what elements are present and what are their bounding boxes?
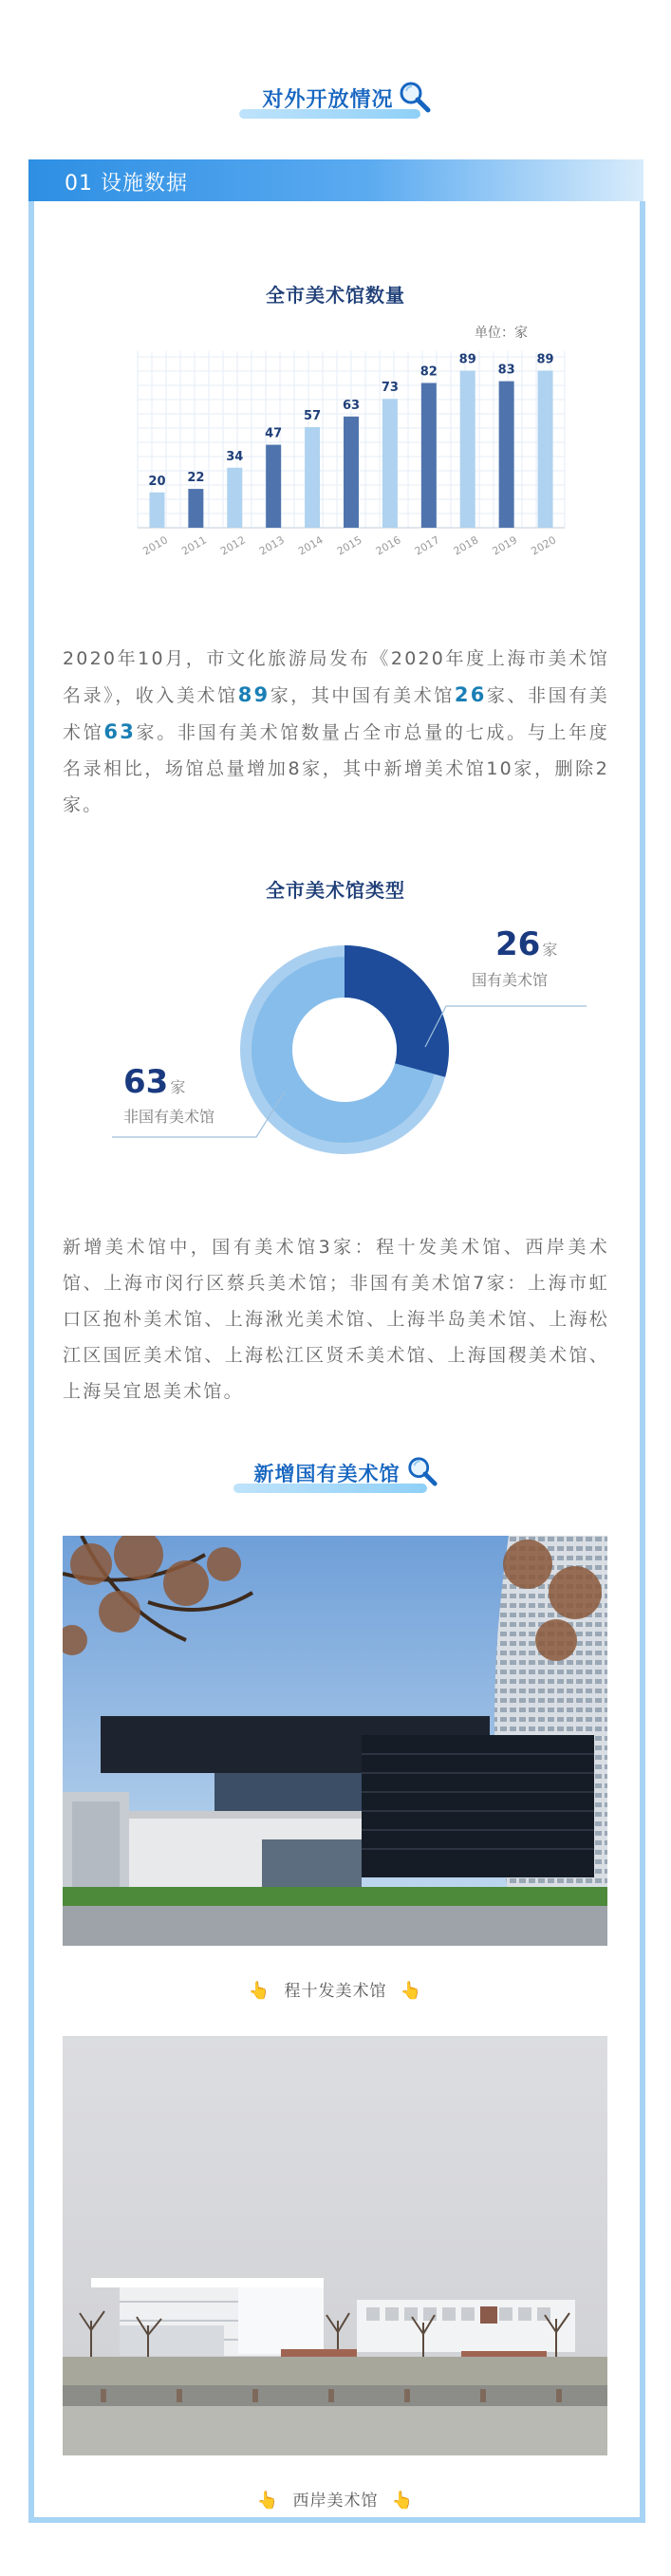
pointing-hand-icon: 👆 (400, 1981, 423, 2001)
photo-caption-2 (0, 2487, 671, 2511)
donut-hole (292, 998, 397, 1102)
pointing-hand-icon: 👆 (256, 2491, 280, 2511)
bar-value-label: 57 (304, 408, 322, 423)
bar-value-label: 22 (187, 471, 205, 486)
bar-chart-title: 全市美术馆数量 (266, 284, 405, 307)
bar-value-label: 73 (381, 381, 399, 396)
x-tick-label: 2019 (490, 533, 520, 558)
magnifier-icon (406, 1455, 438, 1487)
private-number: 63 (123, 1063, 169, 1101)
new-state-title: 新增国有美术馆 (253, 1463, 401, 1485)
x-tick-label: 2020 (529, 533, 559, 558)
new-state-heading (0, 1459, 671, 1487)
bar-value-label: 82 (419, 364, 438, 380)
donut-chart (0, 0, 671, 1186)
x-tick-label: 2016 (373, 533, 403, 558)
x-tick-label: 2010 (140, 533, 171, 558)
summary-text-2: 家，其中国有美术馆 (270, 685, 455, 706)
summary-text-1: 2020年10月，市文化旅游局发布《2020年度上海市美术馆名录》，收入美术馆 (63, 648, 609, 706)
museum-photo-2 (63, 2036, 607, 2455)
summary-text-3: 家、非国有美术馆 (63, 685, 609, 743)
photo-caption-1 (0, 1977, 671, 2001)
museum-photo-1 (63, 1536, 607, 1946)
summary-text-4: 家。非国有美术馆数量占全市总量的七成。与上年度名录相比，场馆总量增加8家，其中新增美术馆10家，删除2家。 (63, 722, 609, 815)
state-museum-label: 国有美术馆 (472, 971, 549, 989)
bar-value-label: 89 (458, 352, 476, 367)
bar-value-label: 34 (226, 449, 244, 464)
magnifier-icon (398, 80, 432, 114)
private-unit: 家 (170, 1078, 186, 1096)
bar-value-label: 63 (342, 398, 361, 413)
caption-text-1: 程十发美术馆 (284, 1982, 387, 2001)
x-tick-label: 2011 (179, 533, 209, 558)
caption-text-2: 西岸美术馆 (292, 2492, 379, 2511)
state-number: 26 (495, 925, 541, 963)
private-count: 63 (103, 720, 137, 743)
bar-value-label: 83 (497, 363, 515, 378)
donut-chart-title: 全市美术馆类型 (266, 879, 405, 902)
x-tick-label: 2012 (218, 533, 248, 558)
pointing-hand-icon: 👆 (391, 2491, 415, 2511)
x-tick-label: 2018 (451, 533, 481, 558)
new-museums-paragraph: 新增美术馆中，国有美术馆3家：程十发美术馆、西岸美术馆、上海市闵行区蔡兵美术馆；非国有美术馆7家：上海市虹口区抱朴美术馆、上海湫光美术馆、上海半岛美术馆、上海松江区国匠美术馆、上海松江区贤禾美术馆、上海国稷美术馆、上海吴宜恩美术馆。 (63, 1237, 609, 1402)
x-tick-label: 2014 (295, 533, 326, 558)
state-museum-count (495, 925, 557, 963)
bar-value-label: 47 (265, 426, 283, 441)
bar-chart-unit: 单位：家 (475, 326, 528, 341)
photo-cheng-shifa-museum (63, 1536, 607, 1946)
state-count: 26 (454, 683, 487, 706)
page-title: 对外开放情况 (262, 88, 394, 112)
pointing-hand-icon: 👆 (248, 1981, 271, 2001)
photo-west-bund-museum (63, 2036, 607, 2455)
section-title: 01 设施数据 (65, 172, 188, 196)
x-tick-label: 2013 (257, 533, 287, 558)
state-unit: 家 (542, 941, 558, 959)
bar-value-label: 89 (536, 352, 554, 367)
private-museum-label: 非国有美术馆 (123, 1108, 215, 1126)
total-count: 89 (237, 683, 270, 706)
bar-value-label: 20 (148, 474, 166, 489)
private-museum-count (123, 1063, 185, 1101)
x-tick-label: 2015 (334, 533, 364, 558)
x-tick-label: 2017 (412, 533, 442, 558)
